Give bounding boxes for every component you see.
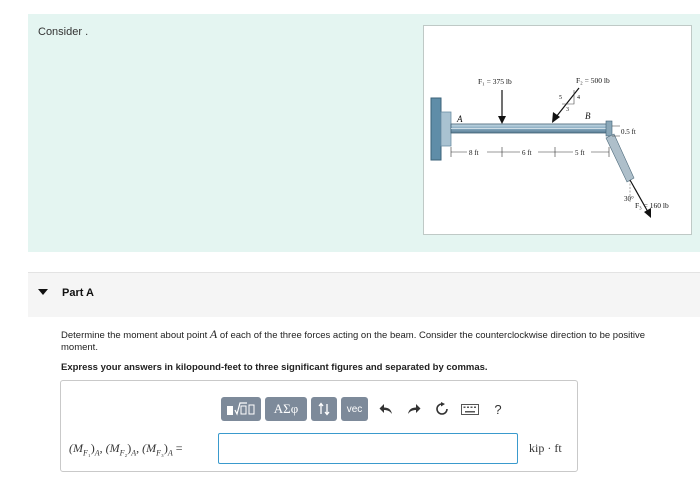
help-button[interactable]: ?: [494, 401, 502, 417]
bracket-arm: [606, 134, 634, 182]
f1-label: F₁ = 375 lb: [478, 77, 512, 86]
vec-button[interactable]: vec: [341, 397, 368, 421]
templates-button[interactable]: [221, 397, 261, 421]
slope-3-label: 3: [566, 107, 569, 113]
part-title: Part A: [62, 287, 94, 299]
answer-units: kip · ft: [529, 441, 562, 455]
f1-arrow-icon: [498, 116, 506, 124]
templates-icon: [226, 401, 256, 417]
part-a-header[interactable]: [28, 273, 700, 317]
keyboard-icon: [461, 404, 479, 415]
angle-label: 30°: [624, 195, 634, 203]
wall-bracket: [441, 112, 451, 146]
answer-panel: [60, 380, 578, 472]
f2-label: F₂ = 500 lb: [576, 76, 610, 85]
offset-dim-label: 0.5 ft: [621, 128, 636, 136]
point-a-label: A: [457, 114, 463, 124]
point-b-label: B: [585, 111, 591, 121]
wall-support: [431, 98, 441, 160]
keyboard-button[interactable]: [456, 397, 484, 421]
reset-button[interactable]: [428, 397, 456, 421]
answer-variable-label: $(M_{F_1})_A$, $(M_{F_2})_A$, $(M_{F_3})_A$ =: [69, 441, 183, 458]
f3-label: F₃ = 160 lb: [635, 201, 669, 210]
beam-figure: [423, 25, 692, 235]
answer-instruction: Express your answers in kilopound-feet to three significant figures and separated by commas.: [61, 362, 488, 373]
collapse-caret-icon[interactable]: [38, 289, 48, 295]
arrows-button[interactable]: [311, 397, 337, 421]
problem-intro: Consider .: [38, 26, 89, 38]
slope-5-label: 5: [559, 95, 562, 101]
undo-button[interactable]: [372, 397, 400, 421]
redo-button[interactable]: [400, 397, 428, 421]
math-toolbar: [221, 396, 512, 422]
answer-input[interactable]: [218, 433, 518, 464]
dim-6ft-label: 6 ft: [522, 149, 532, 157]
dim-5ft-label: 5 ft: [575, 149, 585, 157]
problem-panel: [28, 14, 700, 252]
symbols-button[interactable]: AΣφ: [265, 397, 307, 421]
arrows-icon: [317, 402, 331, 416]
redo-icon: [407, 403, 421, 415]
undo-icon: [379, 403, 393, 415]
slope-4-label: 4: [577, 95, 580, 101]
question-text: Determine the moment about point A of each of the three forces acting on the beam. Consider the counterclockwise direction to be positive moment.: [61, 327, 646, 353]
beam-diagram: [424, 26, 691, 234]
dim-8ft-label: 8 ft: [469, 149, 479, 157]
reset-icon: [435, 402, 449, 416]
